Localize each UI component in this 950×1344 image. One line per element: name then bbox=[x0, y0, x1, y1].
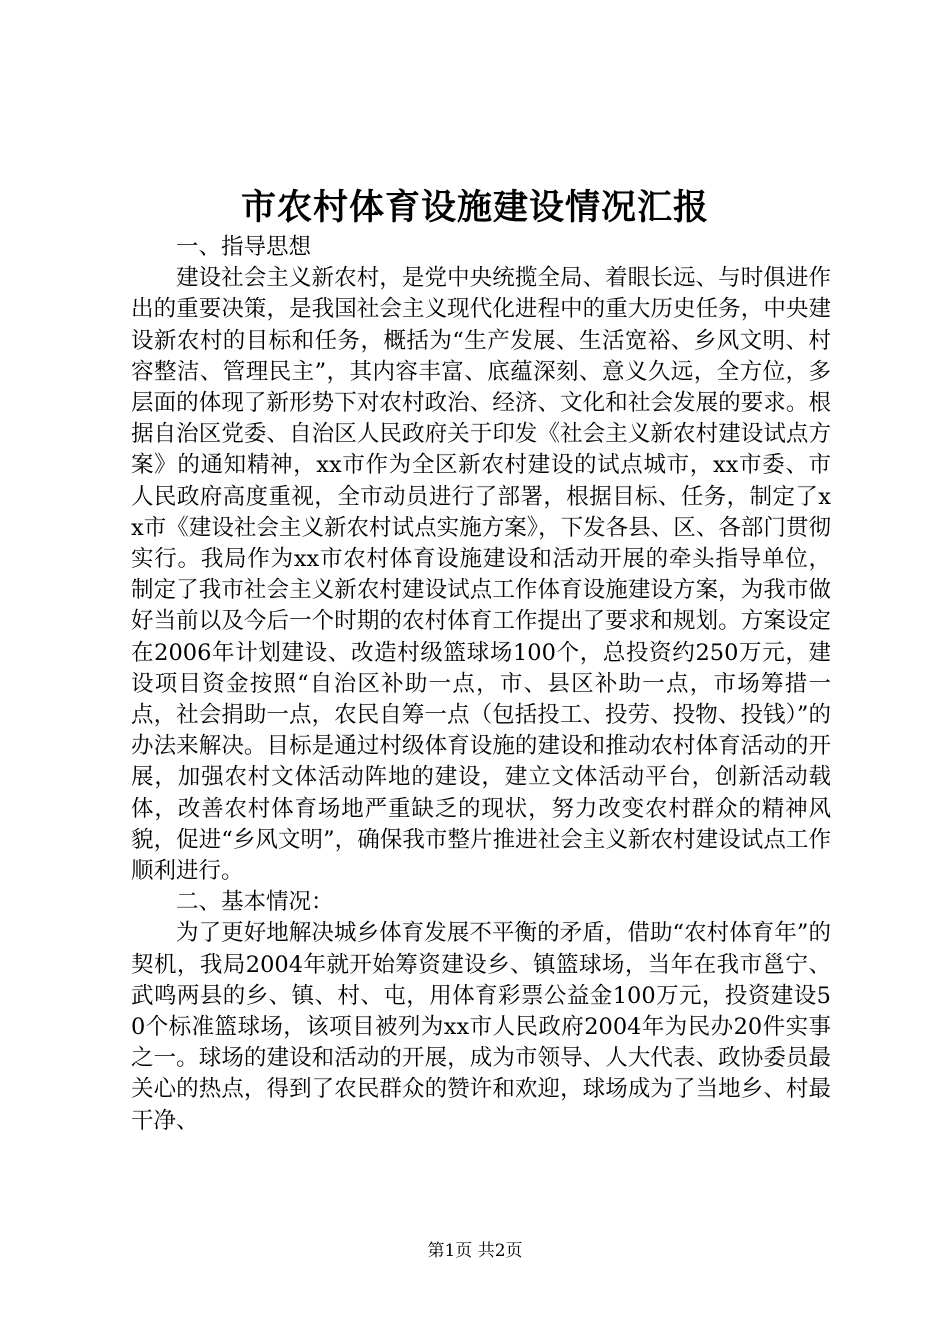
paragraph-guiding-thought: 建设社会主义新农村，是党中央统揽全局、着眼长远、与时俱进作出的重要决策，是我国社会主义现代化进程中的重大历史任务，中央建设新农村的目标和任务，概括为“生产发展、生活宽裕、乡风文明、村容整洁、管理民主”，其内容丰富、底蕴深刻、意义久远，全方位，多层面的体现了新形势下对农村政治、经济、文化和社会发展的要求。根据自治区党委、自治区人民政府关于印发《社会主义新农村建设试点方案》的通知精神，xx市作为全区新农村建设的试点城市，xx市委、市人民政府高度重视，全市动员进行了部署，根据目标、任务，制定了xx市《建设社会主义新农村试点实施方案》，下发各县、区、各部门贯彻实行。我局作为xx市农村体育设施建设和活动开展的牵头指导单位，制定了我市社会主义新农村建设试点工作体育设施建设方案，为我市做好当前以及今后一个时期的农村体育工作提出了要求和规划。方案设定在2006年计划建设、改造村级篮球场100个，总投资约250万元，建设项目资金按照“自治区补助一点，市、县区补助一点，市场筹措一点，社会捐助一点，农民自筹一点（包括投工、投劳、投物、投钱）”的办法来解决。目标是通过村级体育设施的建设和推动农村体育活动的开展，加强农村文体活动阵地的建设，建立文体活动平台，创新活动载体，改善农村体育场地严重缺乏的现状，努力改变农村群众的精神风貌，促进“乡风文明”，确保我市整片推进社会主义新农村建设试点工作顺利进行。 bbox=[131, 265, 831, 885]
document-body bbox=[131, 232, 831, 1137]
document-title: 市农村体育设施建设情况汇报 bbox=[240, 187, 709, 228]
section-heading-guiding-thought: 一、指导思想 bbox=[176, 234, 312, 260]
paragraph-basic-situation: 为了更好地解决城乡体育发展不平衡的矛盾，借助“农村体育年”的契机，我局2004年就开始筹资建设乡、镇篮球场，当年在我市邕宁、武鸣两县的乡、镇、村、屯，用体育彩票公益金100万元，投资建设50个标准篮球场，该项目被列为xx市人民政府2004年为民办20件实事之一。球场的建设和活动的开展，成为市领导、人大代表、政协委员最关心的热点，得到了农民群众的赞许和欢迎，球场成为了当地乡、村最干净、 bbox=[131, 920, 831, 1134]
section-heading-basic-situation: 二、基本情况： bbox=[176, 889, 334, 916]
page-number-footer: 第1页 共2页 bbox=[427, 1241, 523, 1261]
